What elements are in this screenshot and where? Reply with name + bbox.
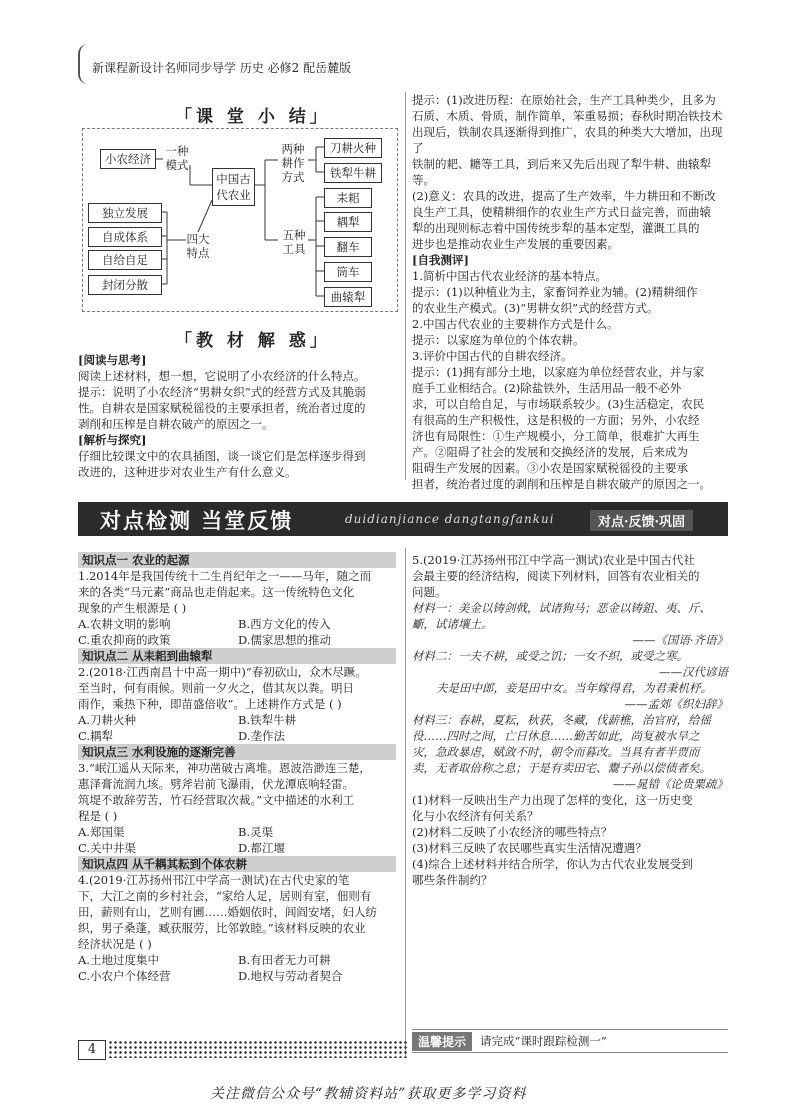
diagram-tool-2: 耦犁 [324, 212, 372, 232]
page-number: 4 [87, 1042, 97, 1057]
column-divider-bottom [405, 548, 406, 1058]
header-title: 新课程新设计名师同步导学 历史 必修2 配岳麓版 [92, 61, 352, 75]
banner-right: 对点·反馈·巩固 [590, 510, 693, 531]
knowledge-point-1: 知识点一 农业的起源 [78, 552, 396, 568]
diagram-model-label: 一种 模式 [165, 144, 189, 172]
column-divider-top [405, 92, 406, 480]
diagram-root: 小农经济 [100, 149, 156, 169]
textbook-section: [阅读与思考] 阅读上述材料，想一想，它说明了小农经济的什么特点。 提示：说明了小农经济“男耕女织”式的经营方式及其脆弱 性。自耕农是国家赋税徭役的主要承担者，统治者过度的 剥削和压榨是自耕农破产的原因之一。 [解析与探究] 仔细比较课文中的农具插图，谈一谈它们是怎样逐步得到 改进的，这种进步对农业生产有什么意义。 [78, 353, 366, 479]
diagram-feature-1: 独立发展 [88, 203, 162, 223]
tip-box [412, 1029, 728, 1053]
diagram-feature-2: 自成体系 [88, 227, 162, 247]
page-number-box [78, 1040, 106, 1060]
tip-label: 温馨提示 [412, 1032, 472, 1051]
right-answers: 提示：(1)改进历程：在原始社会，生产工具种类少，且多为 石质、木质、骨质，制作简单，笨重易损；春秋时期冶铁技术 出现后，铁制农具逐渐得到推广，农具的种类大大增加，出现了 铁制的耙、耱等工具，到后来又先后出现了犁牛耕、曲辕犁等。 (2)意义：农具的改进，提高了生产效率，牛力耕田和不断改 良生产工具，使精耕细作的农业生产方式日益完善，而曲辕 犁的出现则标志着中国传统步犁的基本定型，灌溉工具的 进步也是推动农业生产发展的重要因素。 [自我测评] 1.简析中国古代农业经济的基本特点。 提示：(1)以种植业为主，家畜饲养业为辅。(2)精耕细作 的农业生产模式。(3)“男耕女织”式的经营方式。 2.中国古代农业的主要耕作方式是什么。 提示：以家庭为单位的个体农耕。 3.评价中国古代的自耕农经济。 提示：(1)拥有部分土地，以家庭为单位经营农业，并与家 庭手工业相结合。(2)除盐铁外，生活用品一般不必外 求，可以自给自足，与市场联系较少。(3)生活稳定，农民 有很高的生产积极性，这是积极的一方面；另外，小农经 济也有局限性：①生产规模小，分工简单，很难扩大再生 产。②阻碍了社会的发展和交换经济的发展，后来成为 阻碍生产发展的因素。③小农是国家赋税徭役的主要承 担者，统治者过度的剥削和压榨是自耕农破产的原因之一。 [412, 93, 723, 491]
diagram-feature-4: 封闭分散 [88, 275, 162, 295]
knowledge-point-3: 知识点三 水利设施的逐渐完善 [78, 744, 396, 760]
textbook-title: 「教 材 解 惑」 [175, 331, 331, 351]
diagram-tools-label: 五种 工具 [282, 228, 306, 256]
page-number-dots [108, 1040, 408, 1058]
diagram-center: 中国古 代农业 [212, 168, 255, 206]
diagram-method-2: 铁犁牛耕 [324, 163, 382, 183]
diagram-tool-5: 曲辕犁 [324, 287, 372, 307]
diagram-tool-4: 筒车 [324, 262, 372, 282]
diagram-tool-3: 翻车 [324, 237, 372, 257]
diagram-methods-label: 两种 耕作 方式 [281, 142, 305, 184]
diagram-features-label: 四大 特点 [186, 232, 210, 260]
bottom-note: 关注微信公众号“教辅资料站”获取更多学习资料 [210, 1086, 527, 1102]
knowledge-point-4: 知识点四 从千耦其耘到个体农耕 [78, 856, 396, 872]
quiz-left: 知识点一 农业的起源 1.2014年是我国传统十二生肖纪年之一——马年，随之而 来的各类“马元素”商品也走俏起来。这一传统特色文化 现象的产生根源是 ( ) A.农耕文明的影响 B.西方文化的传入 C.重农抑商的政策 D.儒家思想的推动 知识点二 从耒耜到曲辕犁 2.(2018·江西南昌十中高一期中)“春初砍山，众木尽蹶。 至当时，何有雨候。则前一夕火之，借其灰以粪。明日 雨作，乘热下种，即苗盛倍收”。上述耕作方式是 ( ) A.刀耕火种 B.铁犁牛耕 C.耦犁 D.垄作法 知识点三 水利设施的逐渐完善 3.“岷江遥从天际来，神功凿破古离堆。恩波浩渺连三楚， 惠泽膏流润九垓。劈斧岩前飞瀑雨，伏龙潭底响轻雷。 筑堤不敢辞劳苦，竹石经营取次裁。”文中描述的水利工 程是 ( ) A.郑国渠 B.灵渠 C.关中井渠 D.都江堰 知识点四 从千耦其耘到个体农耕 4.(2019·江苏扬州邗江中学高一测试)在古代史家的笔 下，大江之南的乡村社会，“家给人足，居则有室，佃则有 田，薪则有山，艺则有圃……婚姻依时，闾阎安堵，妇人纺 织，男子桑蓬，臧获服劳，比邻敦睦。”该材料反映的农业 经济状况是 ( ) A.土地过度集中 B.有田者无力可耕 C.小农户个体经营 D.地权与劳动者契合 [78, 552, 396, 984]
diagram-tool-1: 耒耜 [324, 188, 372, 208]
quiz-right: 5.(2019·江苏扬州邗江中学高一测试)农业是中国古代社 会最主要的经济结构，阅读下列材料，回答有农业相关的 问题。 材料一：美金以铸剑戟，试诸狗马；恶金以铸鉏、夷、斤、 斸，试诸壤土。 ——《国语·齐语》 材料二：一夫不耕，或受之饥；一女不织，或受之寒。 ——汉代谚语 夫是田中郎，妾是田中女。当年嫁得君，为君秉机杼。 ——孟郊《织妇辞》 材料三：春耕，夏耘，秋获，冬藏，伐薪樵，治官府，给徭 役……四时之间，亡日休息……勤苦如此，尚复被水旱之 灾，急政暴虐，赋敛不时，朝令而暮改。当具有者半贾而 卖，无者取倍称之息；于是有卖田宅、鬻子孙以偿债者矣。 ——晁错《论贵粟疏》 (1)材料一反映出生产力出现了怎样的变化，这一历史变 化与小农经济有何关系？ (2)材料二反映了小农经济的哪些特点？ (3)材料三反映了农民哪些真实生活情况遭遇？ (4)综合上述材料并结合所学，你认为古代农业发展受到 哪些条件制约？ [412, 553, 728, 887]
banner-title: 对点检测 当堂反馈 [100, 508, 294, 533]
banner-pinyin: duidianjiance dangtangfankui [345, 512, 555, 526]
tip-text: 请完成“课时跟踪检测一” [480, 1034, 607, 1048]
knowledge-point-2: 知识点二 从耒耜到曲辕犁 [78, 648, 396, 664]
diagram-method-1: 刀耕火种 [324, 138, 382, 158]
diagram-feature-3: 自给自足 [88, 250, 162, 270]
summary-title: 「课 堂 小 结」 [175, 107, 331, 127]
